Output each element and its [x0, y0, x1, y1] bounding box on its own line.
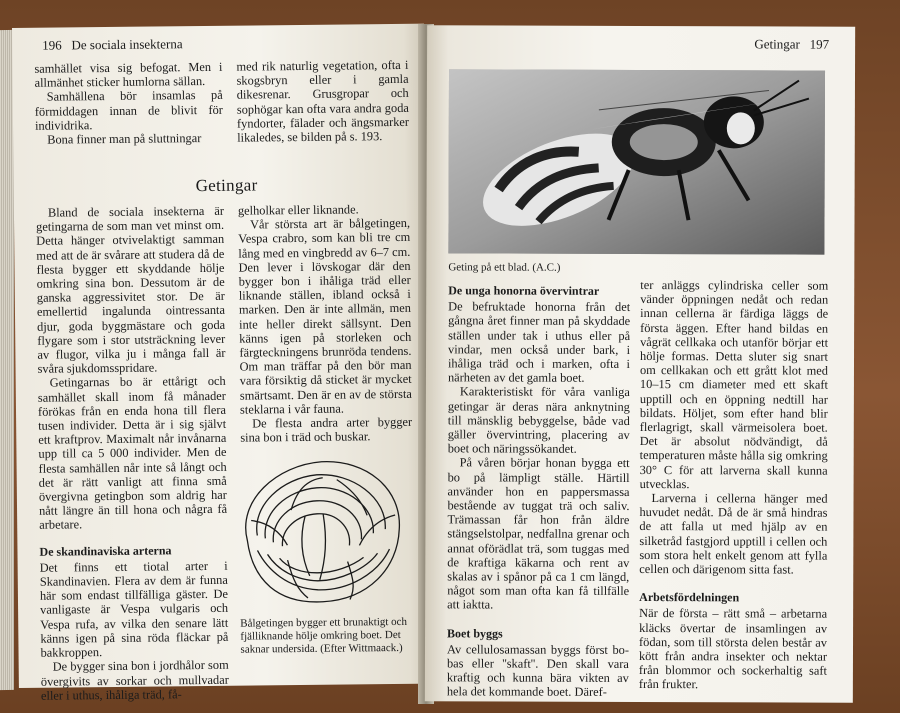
- left-running-title: De sociala insekterna: [71, 36, 183, 53]
- paragraph: Bland de sociala insekterna är getingarna de som man vet minst om. Detta hänger otvivelaktigt samman med att de är svårare att studera då de flesta bygger ett skyddande hölje omkring sina bon. Dessutom är de ganska aggressivitet stor. De är emellertid ingalunda ointressanta djur, goda byggmästare och goda flygare som i stor utsträckning lever av flugor, vilka ju i många fall är svåra sjukdomsspridare.: [36, 203, 226, 376]
- paragraph: Vår största art är bålgetingen, Vespa crabro, som kan bli tre cm lång med en vingbredd av 6–7 cm. Den lever i lövskogar där den bygger bon i ihåliga träd eller liknande ställen, ibland också i marken. Den är inte allmän, men inte heller direkt sällsynt. Den känns igen på storleken och färgteckningens brunröda tendens. Om man träffar på den bör man vara försiktig då sticket är mycket smärtsamt. Den är en av de största steklarna i vår fauna.: [238, 216, 412, 417]
- paragraph: Det finns ett tiotal arter i Skandinavien. Flera av dem är funna här som endast tillfälliga gäster. De vanligaste är Vespa vulgaris och Vespa rufa, av vilka den senare lätt känns igen på sina röda fläckar på bakkroppen.: [39, 558, 229, 660]
- left-col2-top: [236, 58, 409, 145]
- paragraph: De bygger sina bon i jordhålor som övergivits av sorkar och mullvadar eller i uthus, ihåliga träd, få-: [40, 658, 229, 703]
- paragraph: Av cellulosamassan byggs först bo-bas eller ''skaft''. Den skall vara kraftig och kunna bära vikten av hela det kommande boet. Däref-: [446, 642, 630, 700]
- right-page: [425, 25, 855, 702]
- left-page-number: 196: [42, 37, 62, 53]
- subheading: De skandinaviska arterna: [39, 543, 172, 559]
- right-running-head: [754, 36, 829, 52]
- paragraph: ter anläggs cylindriska celler som vänder öppningen nedåt och redan innan cellerna är färdiga läggs de första äggen. Efter hand bildas en vågrät cellkaka och utanför börjar ett hölje formas. Detta sluter sig snart om cellkakan och ett grått klot med 10–15 cm diameter med ett skaft upptill och en öppning nedtill har bildats. Höljet, som efter hand blir flerlagrigt, skall värmeisolera boet. Det är absolut nödvändigt, då temperaturen måste hålla sig omkring 30° C för att larverna skall kunna utvecklas.: [639, 278, 829, 492]
- right-page-number: 197: [809, 36, 830, 52]
- paragraph: De flesta andra arter bygger sina bon i träd och buskar.: [240, 414, 413, 445]
- paragraph: Bona finner man på sluttningar: [47, 131, 202, 147]
- left-col1-top: [34, 60, 223, 147]
- paragraph: På våren börjar honan bygga ett bo på lämpligt ställe. Härtill använder hon en pappersmassa bestående av tuggat trä och saliv. Trämassan får hon från äldre stängselstolpar, nedfallna grenar och annat oförädlat trä, som tuggas med de kraftiga käkarna och rent av skalas av i spånor på ca 1 cm längd, något som man ofta kan få tillfälle att iaktta.: [447, 455, 630, 612]
- wasp-photo: [448, 69, 825, 254]
- subheading: De unga honorna övervintrar: [448, 283, 600, 298]
- section-title: Getingar: [195, 175, 258, 196]
- paragraph: samhället visa sig befogat. Men i allmänhet sticker humlorna sällan.: [34, 59, 223, 90]
- nest-caption: Bålgetingen bygger ett brunaktigt och fjälliknande hölje omkring boet. Det saknar undersida. (Efter Wittmaack.): [240, 615, 408, 656]
- paragraph: Larverna i cellerna hänger med huvudet nedåt. Då de är små hindras de att falla ut med hjälp av en silketråd fastgjord upptill i cellen och som stora helt enkelt genom att fylla cellen och därigenom sitta fast.: [639, 491, 828, 577]
- paragraph: När de första – rätt små – arbetarna kläcks övertar de insamlingen av födan, som till största delen består av kött från andra insekter och nektar från blommor och sockerhaltig saft från frukter.: [638, 606, 828, 692]
- paragraph: Getingarnas bo är ettårigt och samhället skall inom få månader förökas från en enda hona till flera tusen individer. Detta är i sig självt ett kraftprov. Maximalt når invånarna upp till ca 5 000 individer. Men de flesta samhällen når inte så långt och det är rätt vanligt att finna små övergivna getingbon som aldrig har nått längre än till hona och några få arbetare.: [37, 374, 228, 533]
- paragraph: Karakteristiskt för våra vanliga getingar är deras nära anknytning till mänsklig bebyggelse, både vad gäller övervintring, placering av boet och näringssökandet.: [447, 384, 630, 457]
- right-col1: [447, 283, 630, 699]
- paragraph: med rik naturlig vegetation, ofta i skogsbryn eller i gamla dikesrenar. Grusgropar och sophögar kan ofta vara andra goda fyndorter, fälader och ängsmarker likaledes, se bilden på s. 193.: [236, 57, 410, 145]
- right-running-title: Getingar: [754, 36, 800, 52]
- page-edges: [0, 30, 14, 690]
- left-col1-main: [36, 204, 229, 703]
- left-running-head: [42, 36, 183, 53]
- paragraph: Samhällena bör insamlas på förmiddagen innan de blivit för individrika.: [34, 88, 223, 133]
- hornet-nest-illustration: [226, 449, 408, 611]
- left-col2-main: [238, 202, 413, 445]
- left-page: [12, 24, 431, 703]
- photo-caption: Geting på ett blad. (A.C.): [448, 261, 561, 274]
- subheading: Arbetsfördelningen: [639, 590, 740, 605]
- wasp-image: [448, 69, 825, 254]
- paragraph: De befruktade honorna från det gångna året finner man på skyddade ställen under tak i uthus eller på vindar, men också under bark, i ihåliga träd och i marken, ofta i närheten av det gamla boet.: [447, 299, 631, 386]
- paragraph: gelholkar eller liknande.: [237, 202, 359, 218]
- right-col2: [639, 278, 828, 692]
- subheading: Boet byggs: [447, 626, 503, 641]
